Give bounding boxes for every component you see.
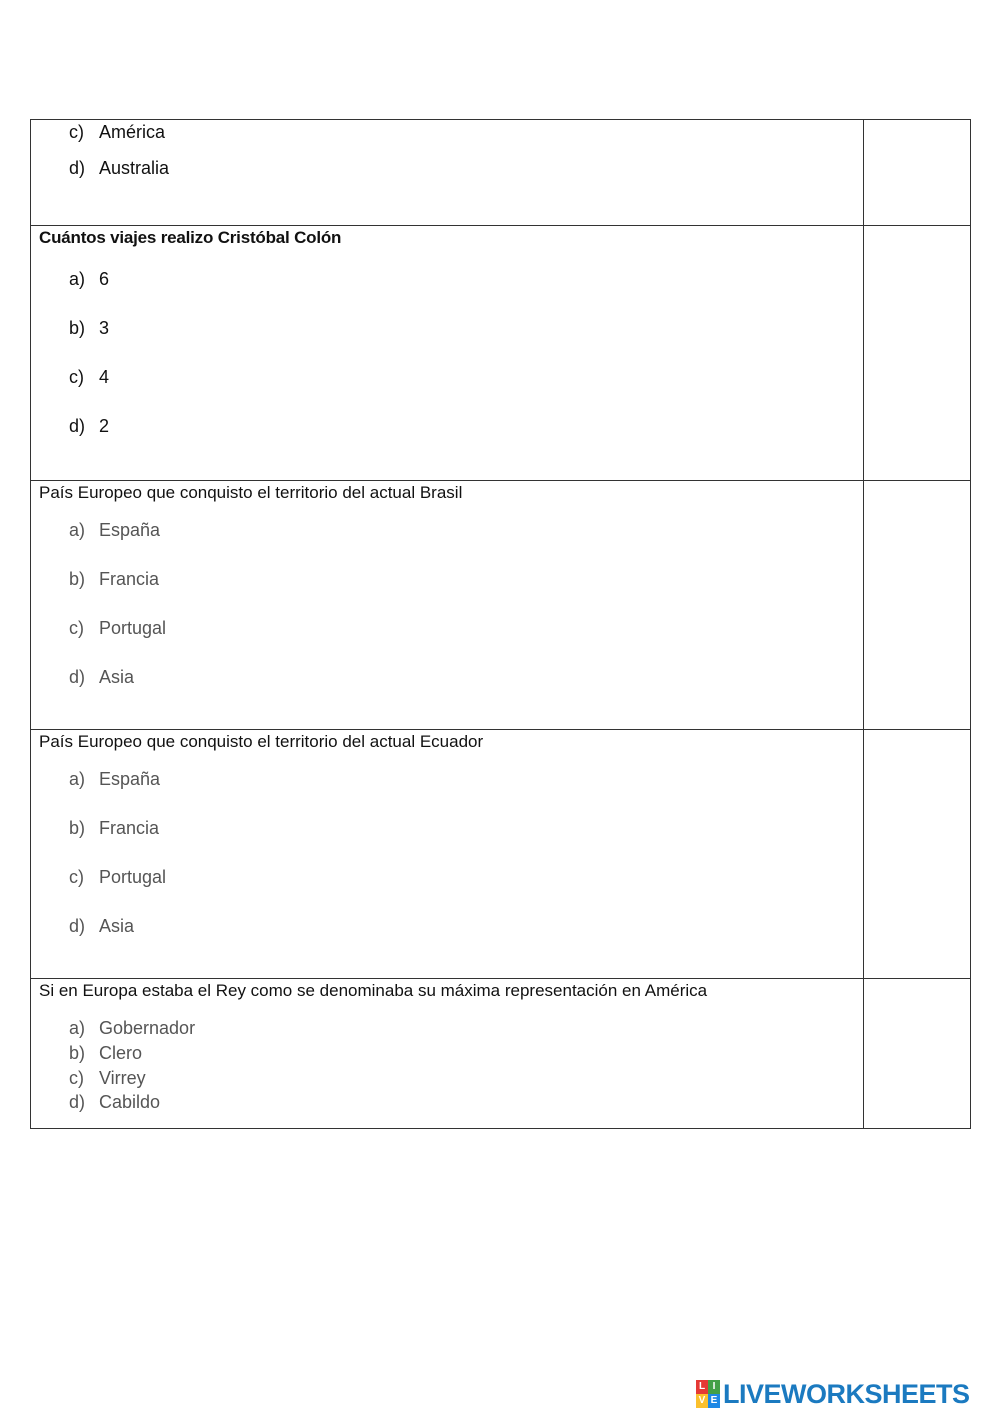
option-text: América bbox=[99, 122, 166, 142]
logo-letter-e: E bbox=[708, 1394, 720, 1408]
liveworksheets-logo-icon bbox=[696, 1380, 720, 1408]
option-b: b) 3 bbox=[69, 318, 110, 338]
option-a: a) Gobernador bbox=[69, 1018, 196, 1038]
liveworksheets-wordmark: LIVEWORKSHEETS bbox=[723, 1378, 970, 1409]
option-text: Gobernador bbox=[99, 1018, 196, 1038]
option-text: Asia bbox=[99, 916, 135, 936]
option-d: d) Australia bbox=[69, 158, 170, 178]
option-c: c) América bbox=[69, 122, 166, 142]
option-d: d) Cabildo bbox=[69, 1092, 161, 1112]
option-text: Portugal bbox=[99, 867, 167, 887]
worksheet-table bbox=[30, 119, 971, 1129]
question-row-1 bbox=[31, 120, 971, 226]
answer-box-1[interactable] bbox=[864, 120, 971, 226]
option-b: b) Clero bbox=[69, 1043, 143, 1063]
option-d: d) Asia bbox=[69, 667, 135, 687]
answer-box-2[interactable] bbox=[864, 226, 971, 481]
option-text: España bbox=[99, 520, 161, 540]
option-b: b) Francia bbox=[69, 569, 160, 589]
option-text: Virrey bbox=[99, 1068, 146, 1088]
answer-box-4[interactable] bbox=[864, 730, 971, 979]
option-text: Cabildo bbox=[99, 1092, 161, 1112]
question-row-2 bbox=[31, 226, 971, 481]
option-c: c) Virrey bbox=[69, 1068, 146, 1088]
answer-box-5[interactable] bbox=[864, 979, 971, 1129]
option-text: Australia bbox=[99, 158, 170, 178]
option-text: 6 bbox=[99, 269, 110, 289]
logo-letter-v: V bbox=[696, 1394, 708, 1408]
logo-letter-i: I bbox=[708, 1380, 720, 1394]
option-a: a) España bbox=[69, 520, 161, 540]
option-text: 2 bbox=[99, 416, 110, 436]
option-b: b) Francia bbox=[69, 818, 160, 838]
question-title: Cuántos viajes realizo Cristóbal Colón bbox=[39, 228, 342, 247]
option-text: 3 bbox=[99, 318, 110, 338]
logo-letter-l: L bbox=[696, 1380, 708, 1394]
option-text: España bbox=[99, 769, 161, 789]
option-c: c) Portugal bbox=[69, 867, 167, 887]
question-row-5 bbox=[31, 979, 971, 1129]
question-row-4 bbox=[31, 730, 971, 979]
question-title: País Europeo que conquisto el territorio del actual Ecuador bbox=[39, 732, 484, 751]
option-text: Asia bbox=[99, 667, 135, 687]
option-c: c) 4 bbox=[69, 367, 110, 387]
option-d: d) 2 bbox=[69, 416, 110, 436]
answer-box-3[interactable] bbox=[864, 481, 971, 730]
question-title: Si en Europa estaba el Rey como se denominaba su máxima representación en América bbox=[39, 981, 708, 1000]
option-a: a) 6 bbox=[69, 269, 110, 289]
option-d: d) Asia bbox=[69, 916, 135, 936]
question-title: País Europeo que conquisto el territorio del actual Brasil bbox=[39, 483, 463, 502]
question-row-3 bbox=[31, 481, 971, 730]
option-text: Portugal bbox=[99, 618, 167, 638]
option-c: c) Portugal bbox=[69, 618, 167, 638]
liveworksheets-branding bbox=[696, 1378, 970, 1410]
option-text: Francia bbox=[99, 569, 160, 589]
option-text: 4 bbox=[99, 367, 110, 387]
option-text: Francia bbox=[99, 818, 160, 838]
option-text: Clero bbox=[99, 1043, 143, 1063]
option-a: a) España bbox=[69, 769, 161, 789]
